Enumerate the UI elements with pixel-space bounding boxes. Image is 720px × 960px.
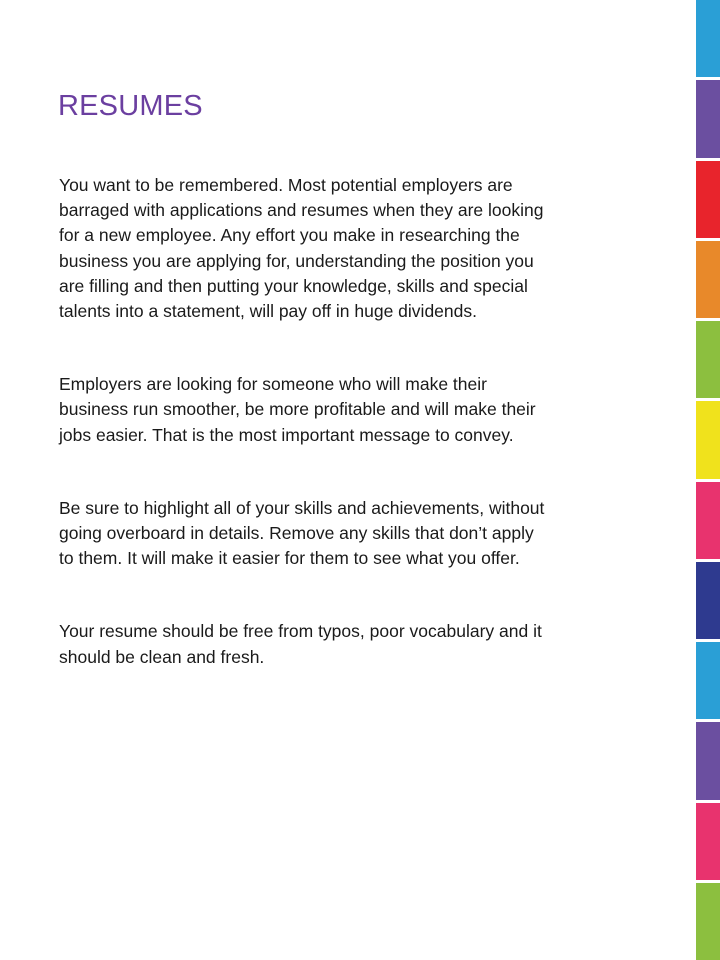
body-text <box>59 173 634 718</box>
color-strip-block <box>696 321 720 398</box>
color-strip-block <box>696 883 720 960</box>
paragraph-employers: Employers are looking for someone who will make their business run smoother, be more profitable and will make their jobs easier. That is the most important message to convey. <box>59 374 536 445</box>
decorative-color-strip <box>696 0 720 960</box>
color-strip-block <box>696 803 720 880</box>
paragraph-free-from-typos: Your resume should be free from typos, poor vocabulary and it should be clean and fresh. <box>59 621 542 667</box>
color-strip-block <box>696 401 720 478</box>
color-strip-block <box>696 0 720 77</box>
paragraph-highlight-skills: Be sure to highlight all of your skills and achievements, without going overboard in details. Remove any skills that don’t apply to them. It will make it easier for them to see what you offer. <box>59 497 545 569</box>
color-strip-block <box>696 161 720 238</box>
color-strip-block <box>696 562 720 639</box>
page-title: RESUMES <box>58 90 203 122</box>
color-strip-block <box>696 722 720 799</box>
color-strip-block <box>696 80 720 157</box>
paragraph-remembered: You want to be remembered. Most potential employers are barraged with applications and resumes when they are looking for a new employee. Any effort you make in researching the business you are applying for, understanding the position you are filling and then putting your knowledge, skills and special talents into a statement, will pay off in huge dividends. <box>59 175 544 322</box>
color-strip-block <box>696 482 720 559</box>
color-strip-block <box>696 642 720 719</box>
color-strip-block <box>696 241 720 318</box>
